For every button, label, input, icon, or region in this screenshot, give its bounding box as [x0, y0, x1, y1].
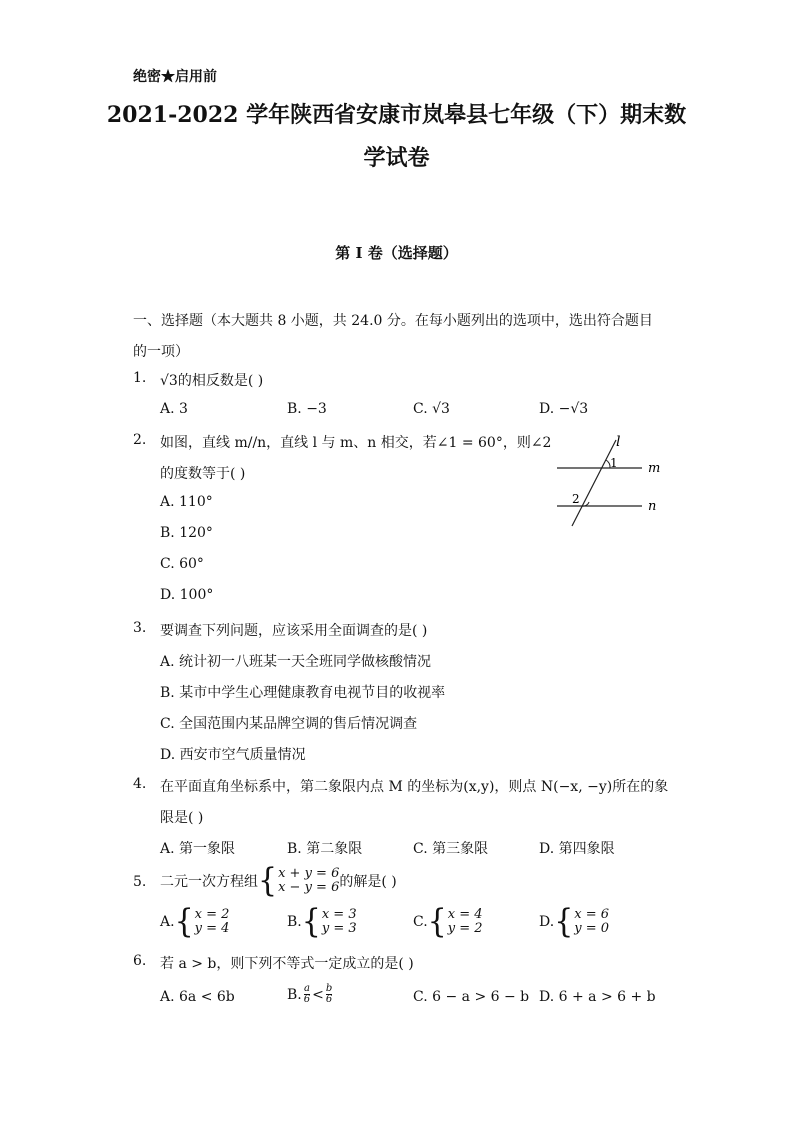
brace-icon: { [301, 902, 321, 941]
solution-system [427, 902, 483, 941]
solution-y: y = 3 [321, 921, 357, 936]
option-a [160, 902, 230, 941]
solution-x: x = 2 [194, 907, 230, 922]
exam-title-line1: 2021-2022 学年陕西省安康市岚皋县七年级（下）期末数 [106, 102, 687, 128]
confidential-mark: 绝密★启用前 [133, 69, 217, 85]
question-number: 1. [133, 370, 147, 386]
option-d: D. 西安市空气质量情况 [160, 747, 306, 763]
line-l [572, 440, 616, 526]
question-stem-line1: 在平面直角坐标系中，第二象限内点 M 的坐标为(x,y)，则点 N(−x, −y)所在的象 [160, 779, 669, 795]
brace-icon: { [258, 861, 278, 900]
option-d: D. −√3 [539, 401, 589, 417]
less-than-sign: < [312, 986, 324, 1003]
label-angle2: 2 [572, 492, 580, 506]
option-c: C. 第三象限 [413, 841, 489, 857]
question-number: 4. [133, 776, 147, 792]
denominator: 6 [303, 994, 311, 1005]
option-c: C. √3 [413, 401, 450, 417]
option-label: D. [539, 914, 555, 930]
option-d: D. 6 + a > 6 + b [539, 989, 656, 1005]
solution-y: y = 2 [447, 921, 483, 936]
question-number: 5. [133, 874, 147, 890]
stem-suffix: 的解是( ) [339, 874, 397, 890]
brace-icon: { [427, 902, 447, 941]
stem-prefix: 二元一次方程组 [160, 874, 258, 890]
section-intro: 一、选择题（本大题共 8 小题，共 24.0 分。在每小题列出的选项中，选出符合题目的一项） [133, 313, 653, 360]
solution-system [301, 902, 357, 941]
solution-y: y = 4 [194, 921, 230, 936]
option-c: C. 6 − a > 6 − b [413, 989, 530, 1005]
option-c [413, 902, 483, 941]
fraction-left [304, 984, 310, 1005]
option-b: B. −3 [287, 401, 327, 417]
question-stem: √3的相反数是( ) [160, 373, 264, 389]
question-number: 2. [133, 432, 147, 448]
question-stem [160, 861, 397, 900]
equation-system [258, 861, 340, 900]
denominator: 6 [325, 994, 333, 1005]
parallel-lines-figure [552, 432, 672, 532]
option-a: A. 110° [160, 494, 213, 510]
solution-x: x = 3 [321, 907, 357, 922]
option-b: B. 120° [160, 525, 213, 541]
question-number: 6. [133, 953, 147, 969]
solution-system [554, 902, 610, 941]
numerator: b [325, 983, 333, 994]
question-stem-line1: 如图，直线 m//n，直线 l 与 m、n 相交，若∠1 = 60°，则∠2 [160, 435, 552, 451]
option-label: B. [287, 986, 302, 1003]
equation-1: x + y = 6 [278, 866, 340, 881]
equation-2: x − y = 6 [278, 880, 340, 895]
option-c: C. 全国范围内某品牌空调的售后情况调查 [160, 716, 418, 732]
brace-icon: { [174, 902, 194, 941]
fraction-right [326, 984, 332, 1005]
question-number: 3. [133, 620, 147, 636]
label-l: l [616, 434, 621, 450]
option-c: C. 60° [160, 556, 204, 572]
solution-system [174, 902, 230, 941]
question-stem: 要调查下列问题，应该采用全面调查的是( ) [160, 623, 428, 639]
option-d: D. 第四象限 [539, 841, 615, 857]
option-b [287, 902, 357, 941]
option-label: B. [287, 914, 302, 930]
option-d: D. 100° [160, 587, 214, 603]
option-a: A. 统计初一八班某一天全班同学做核酸情况 [160, 654, 432, 670]
option-a: A. 3 [160, 401, 188, 417]
label-n: n [648, 499, 657, 514]
option-d [539, 902, 610, 941]
numerator: a [303, 983, 310, 994]
solution-y: y = 0 [574, 921, 610, 936]
option-b [287, 984, 332, 1005]
exam-title-line2: 学试卷 [363, 145, 430, 171]
label-angle1: 1 [610, 456, 618, 470]
option-b: B. 第二象限 [287, 841, 363, 857]
option-label: C. [413, 914, 428, 930]
option-b: B. 某市中学生心理健康教育电视节目的收视率 [160, 685, 446, 701]
question-stem: 若 a > b，则下列不等式一定成立的是( ) [160, 956, 414, 972]
option-a: A. 6a < 6b [160, 989, 235, 1005]
label-m: m [648, 461, 661, 476]
part-heading: 第 I 卷（选择题） [335, 244, 458, 262]
brace-icon: { [554, 902, 574, 941]
option-label: A. [160, 914, 175, 930]
question-stem-line2: 的度数等于( ) [160, 466, 246, 482]
solution-x: x = 4 [447, 907, 483, 922]
option-a: A. 第一象限 [160, 841, 236, 857]
solution-x: x = 6 [574, 907, 610, 922]
question-stem-line2: 限是( ) [160, 810, 204, 826]
